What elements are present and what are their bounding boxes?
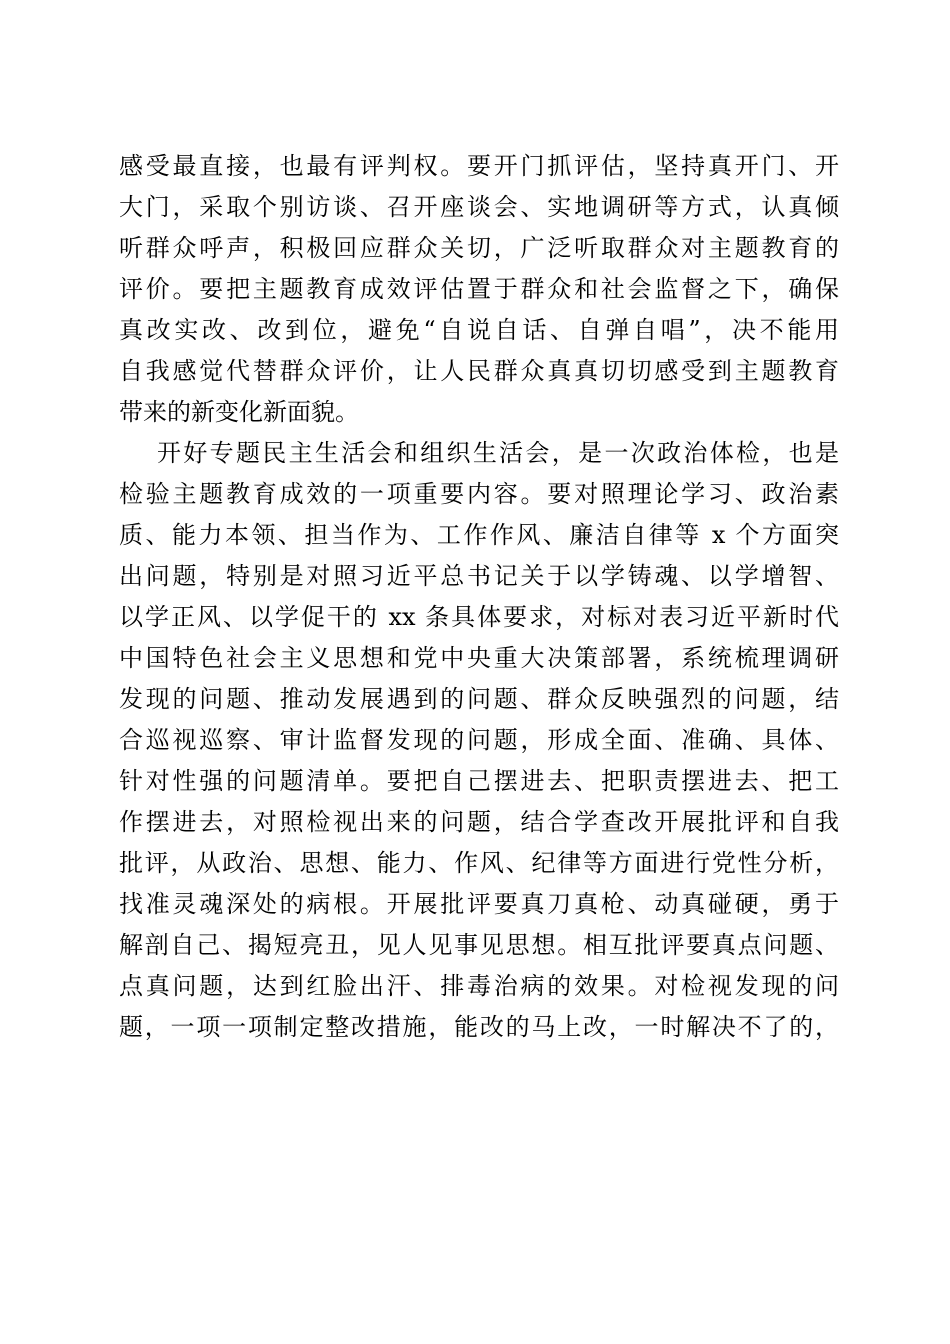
text-line: 带来的新变化新面貌。: [119, 398, 359, 426]
text-line: 批评，从政治、思想、能力、作风、纪律等方面进行党性分析，: [119, 849, 839, 877]
text-line: 出问题，特别是对照习近平总书记关于以学铸魂、以学增智、: [119, 562, 839, 590]
body-text: [119, 146, 839, 1048]
text-line: 针对性强的问题清单。要把自己摆进去、把职责摆进去、把工: [119, 767, 839, 795]
text-line: 感受最直接，也最有评判权。要开门抓评估，坚持真开门、开: [119, 152, 839, 180]
text-line: 真改实改、改到位，避免“自说自话、自弹自唱”，决不能用: [119, 316, 839, 344]
text-line: 题，一项一项制定整改措施，能改的马上改，一时解决不了的，: [119, 1013, 839, 1041]
text-line: 听群众呼声，积极回应群众关切，广泛听取群众对主题教育的: [119, 234, 839, 262]
text-line: 自我感觉代替群众评价，让人民群众真真切切感受到主题教育: [119, 357, 839, 385]
text-line: 作摆进去，对照检视出来的问题，结合学查改开展批评和自我: [119, 808, 839, 836]
text-line: 评价。要把主题教育成效评估置于群众和社会监督之下，确保: [119, 275, 839, 303]
text-line: 以学正风、以学促干的 xx 条具体要求，对标对表习近平新时代: [119, 603, 839, 631]
text-line: 找准灵魂深处的病根。开展批评要真刀真枪、动真碰硬，勇于: [119, 890, 839, 918]
text-line: 点真问题，达到红脸出汗、排毒治病的效果。对检视发现的问: [119, 972, 839, 1000]
text-line: 检验主题教育成效的一项重要内容。要对照理论学习、政治素: [119, 480, 839, 508]
text-line: 解剖自己、揭短亮丑，见人见事见思想。相互批评要真点问题、: [119, 931, 839, 959]
text-line: 质、能力本领、担当作为、工作作风、廉洁自律等 x 个方面突: [119, 521, 839, 549]
text-line: 大门，采取个别访谈、召开座谈会、实地调研等方式，认真倾: [119, 193, 839, 221]
text-line: 中国特色社会主义思想和党中央重大决策部署，系统梳理调研: [119, 644, 839, 672]
paragraph-first-line: 开好专题民主生活会和组织生活会，是一次政治体检，也是: [157, 439, 839, 467]
text-line: 合巡视巡察、审计监督发现的问题，形成全面、准确、具体、: [119, 726, 839, 754]
text-line: 发现的问题、推动发展遇到的问题、群众反映强烈的问题，结: [119, 685, 839, 713]
